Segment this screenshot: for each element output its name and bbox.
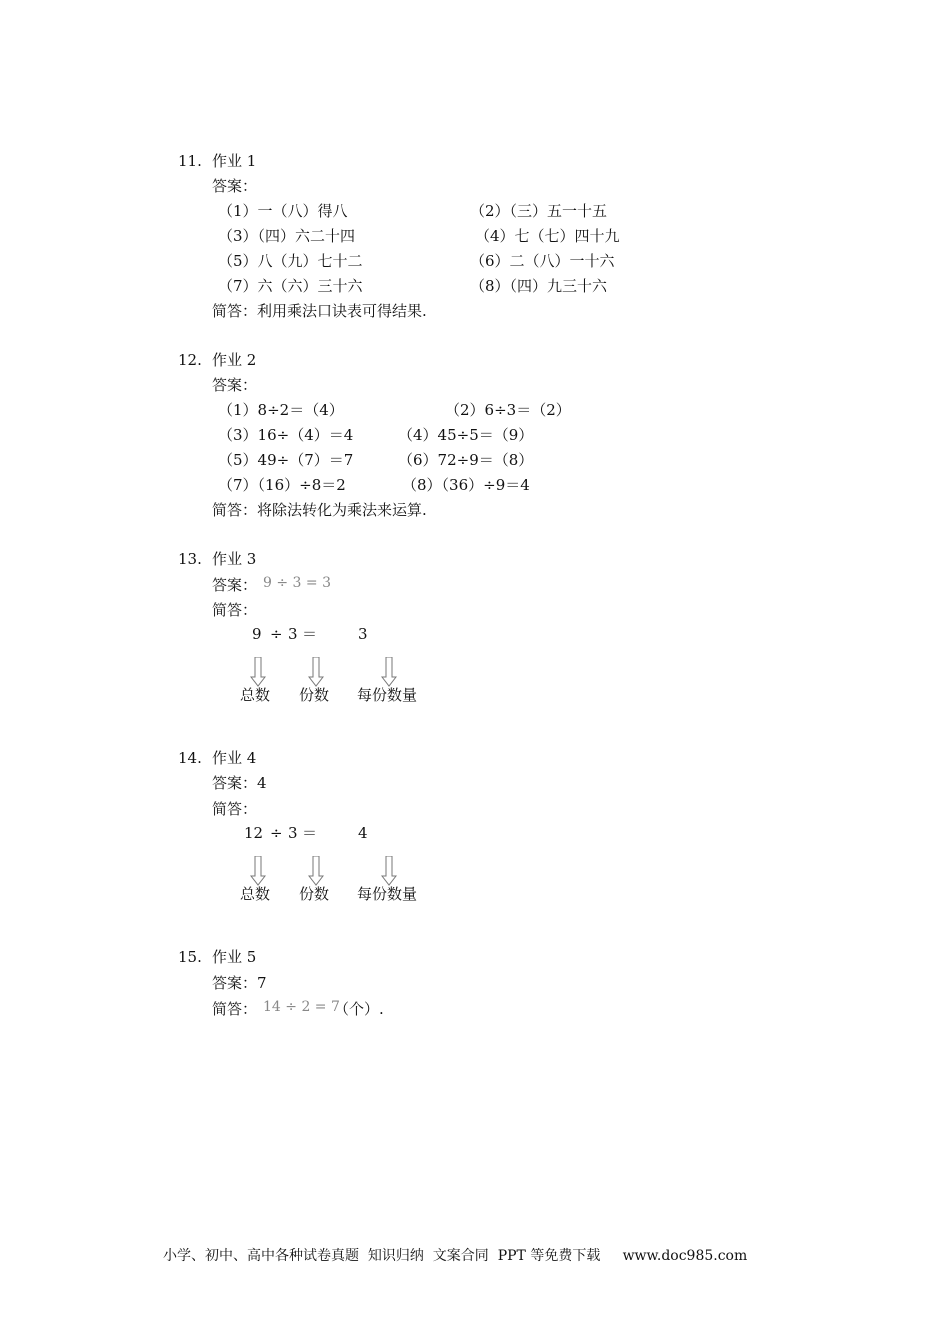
answer-item: （1）8÷2＝（4） xyxy=(218,401,344,419)
answer: 答案：7 xyxy=(212,974,267,992)
down-arrow-icon xyxy=(308,657,324,687)
eq-equals-sign: ＝ xyxy=(302,824,318,842)
eq-total: 12 xyxy=(244,824,264,842)
answer-item: （3）（四）六二十四 xyxy=(218,227,356,245)
answer-item: （7）（16）÷8＝2 xyxy=(218,476,346,494)
eq-divide-sign: ÷ xyxy=(270,824,283,842)
label-total: 总数 xyxy=(240,885,271,903)
answer: 答案：4 xyxy=(212,774,267,792)
eq-parts: 3 xyxy=(288,824,298,842)
question-number: 14. xyxy=(178,749,202,767)
answer-label: 答案： xyxy=(212,376,258,394)
answer-item: （3）16÷（4）＝4 xyxy=(218,426,354,444)
eq-result: 3 xyxy=(358,625,368,643)
question-number: 15. xyxy=(178,948,202,966)
question-title: 作业 5 xyxy=(212,948,257,966)
question-title: 作业 3 xyxy=(212,550,257,568)
answer-item: （8）（36）÷9＝4 xyxy=(402,476,530,494)
label-parts: 份数 xyxy=(299,885,330,903)
label-total: 总数 xyxy=(240,686,271,704)
eq-parts: 3 xyxy=(288,625,298,643)
down-arrow-icon xyxy=(381,657,397,687)
page-footer: 小学、初中、高中各种试卷真题 知识归纳 文案合同 PPT 等免费下载 www.doc985.com xyxy=(163,1248,748,1264)
answer-item: （5）八（九）七十二 xyxy=(218,252,363,270)
brief-label: 简答： xyxy=(212,1000,258,1018)
answer-item: （7）六（六）三十六 xyxy=(218,277,363,295)
answer-item: （2）（三）五一十五 xyxy=(470,202,608,220)
down-arrow-icon xyxy=(381,856,397,886)
question-title: 作业 4 xyxy=(212,749,257,767)
question-title: 作业 2 xyxy=(212,351,257,369)
brief-label: 简答： xyxy=(212,800,258,818)
answer-item: （4）七（七）四十九 xyxy=(475,227,620,245)
label-parts: 份数 xyxy=(299,686,330,704)
answer-label: 答案： xyxy=(212,576,258,594)
eq-divide-sign: ÷ xyxy=(270,625,283,643)
brief-answer: 简答：利用乘法口诀表可得结果. xyxy=(212,302,427,320)
answer-item: （1）一（八）得八 xyxy=(218,202,348,220)
brief-label: 简答： xyxy=(212,601,258,619)
answer-item: （2）6÷3＝（2） xyxy=(445,401,571,419)
eq-result: 4 xyxy=(358,824,368,842)
answer-item: （5）49÷（7）＝7 xyxy=(218,451,354,469)
answer-formula: 9 ÷ 3 = 3 xyxy=(263,575,331,591)
brief-suffix: （个）. xyxy=(334,1000,384,1018)
answer-item: （6）二（八）一十六 xyxy=(470,252,615,270)
eq-equals-sign: ＝ xyxy=(302,625,318,643)
label-per-part: 每份数量 xyxy=(357,885,418,903)
question-title: 作业 1 xyxy=(212,152,257,170)
down-arrow-icon xyxy=(250,856,266,886)
question-number: 13. xyxy=(178,550,202,568)
label-per-part: 每份数量 xyxy=(357,686,418,704)
answer-item: （6）72÷9＝（8） xyxy=(398,451,534,469)
question-number: 11. xyxy=(178,152,202,170)
brief-formula: 14 ÷ 2 = 7 xyxy=(263,999,340,1015)
answer-item: （4）45÷5＝（9） xyxy=(398,426,534,444)
brief-answer: 简答：将除法转化为乘法来运算. xyxy=(212,501,427,519)
question-number: 12. xyxy=(178,351,202,369)
answer-label: 答案： xyxy=(212,177,258,195)
answer-item: （8）（四）九三十六 xyxy=(470,277,608,295)
eq-total: 9 xyxy=(252,625,262,643)
down-arrow-icon xyxy=(250,657,266,687)
down-arrow-icon xyxy=(308,856,324,886)
